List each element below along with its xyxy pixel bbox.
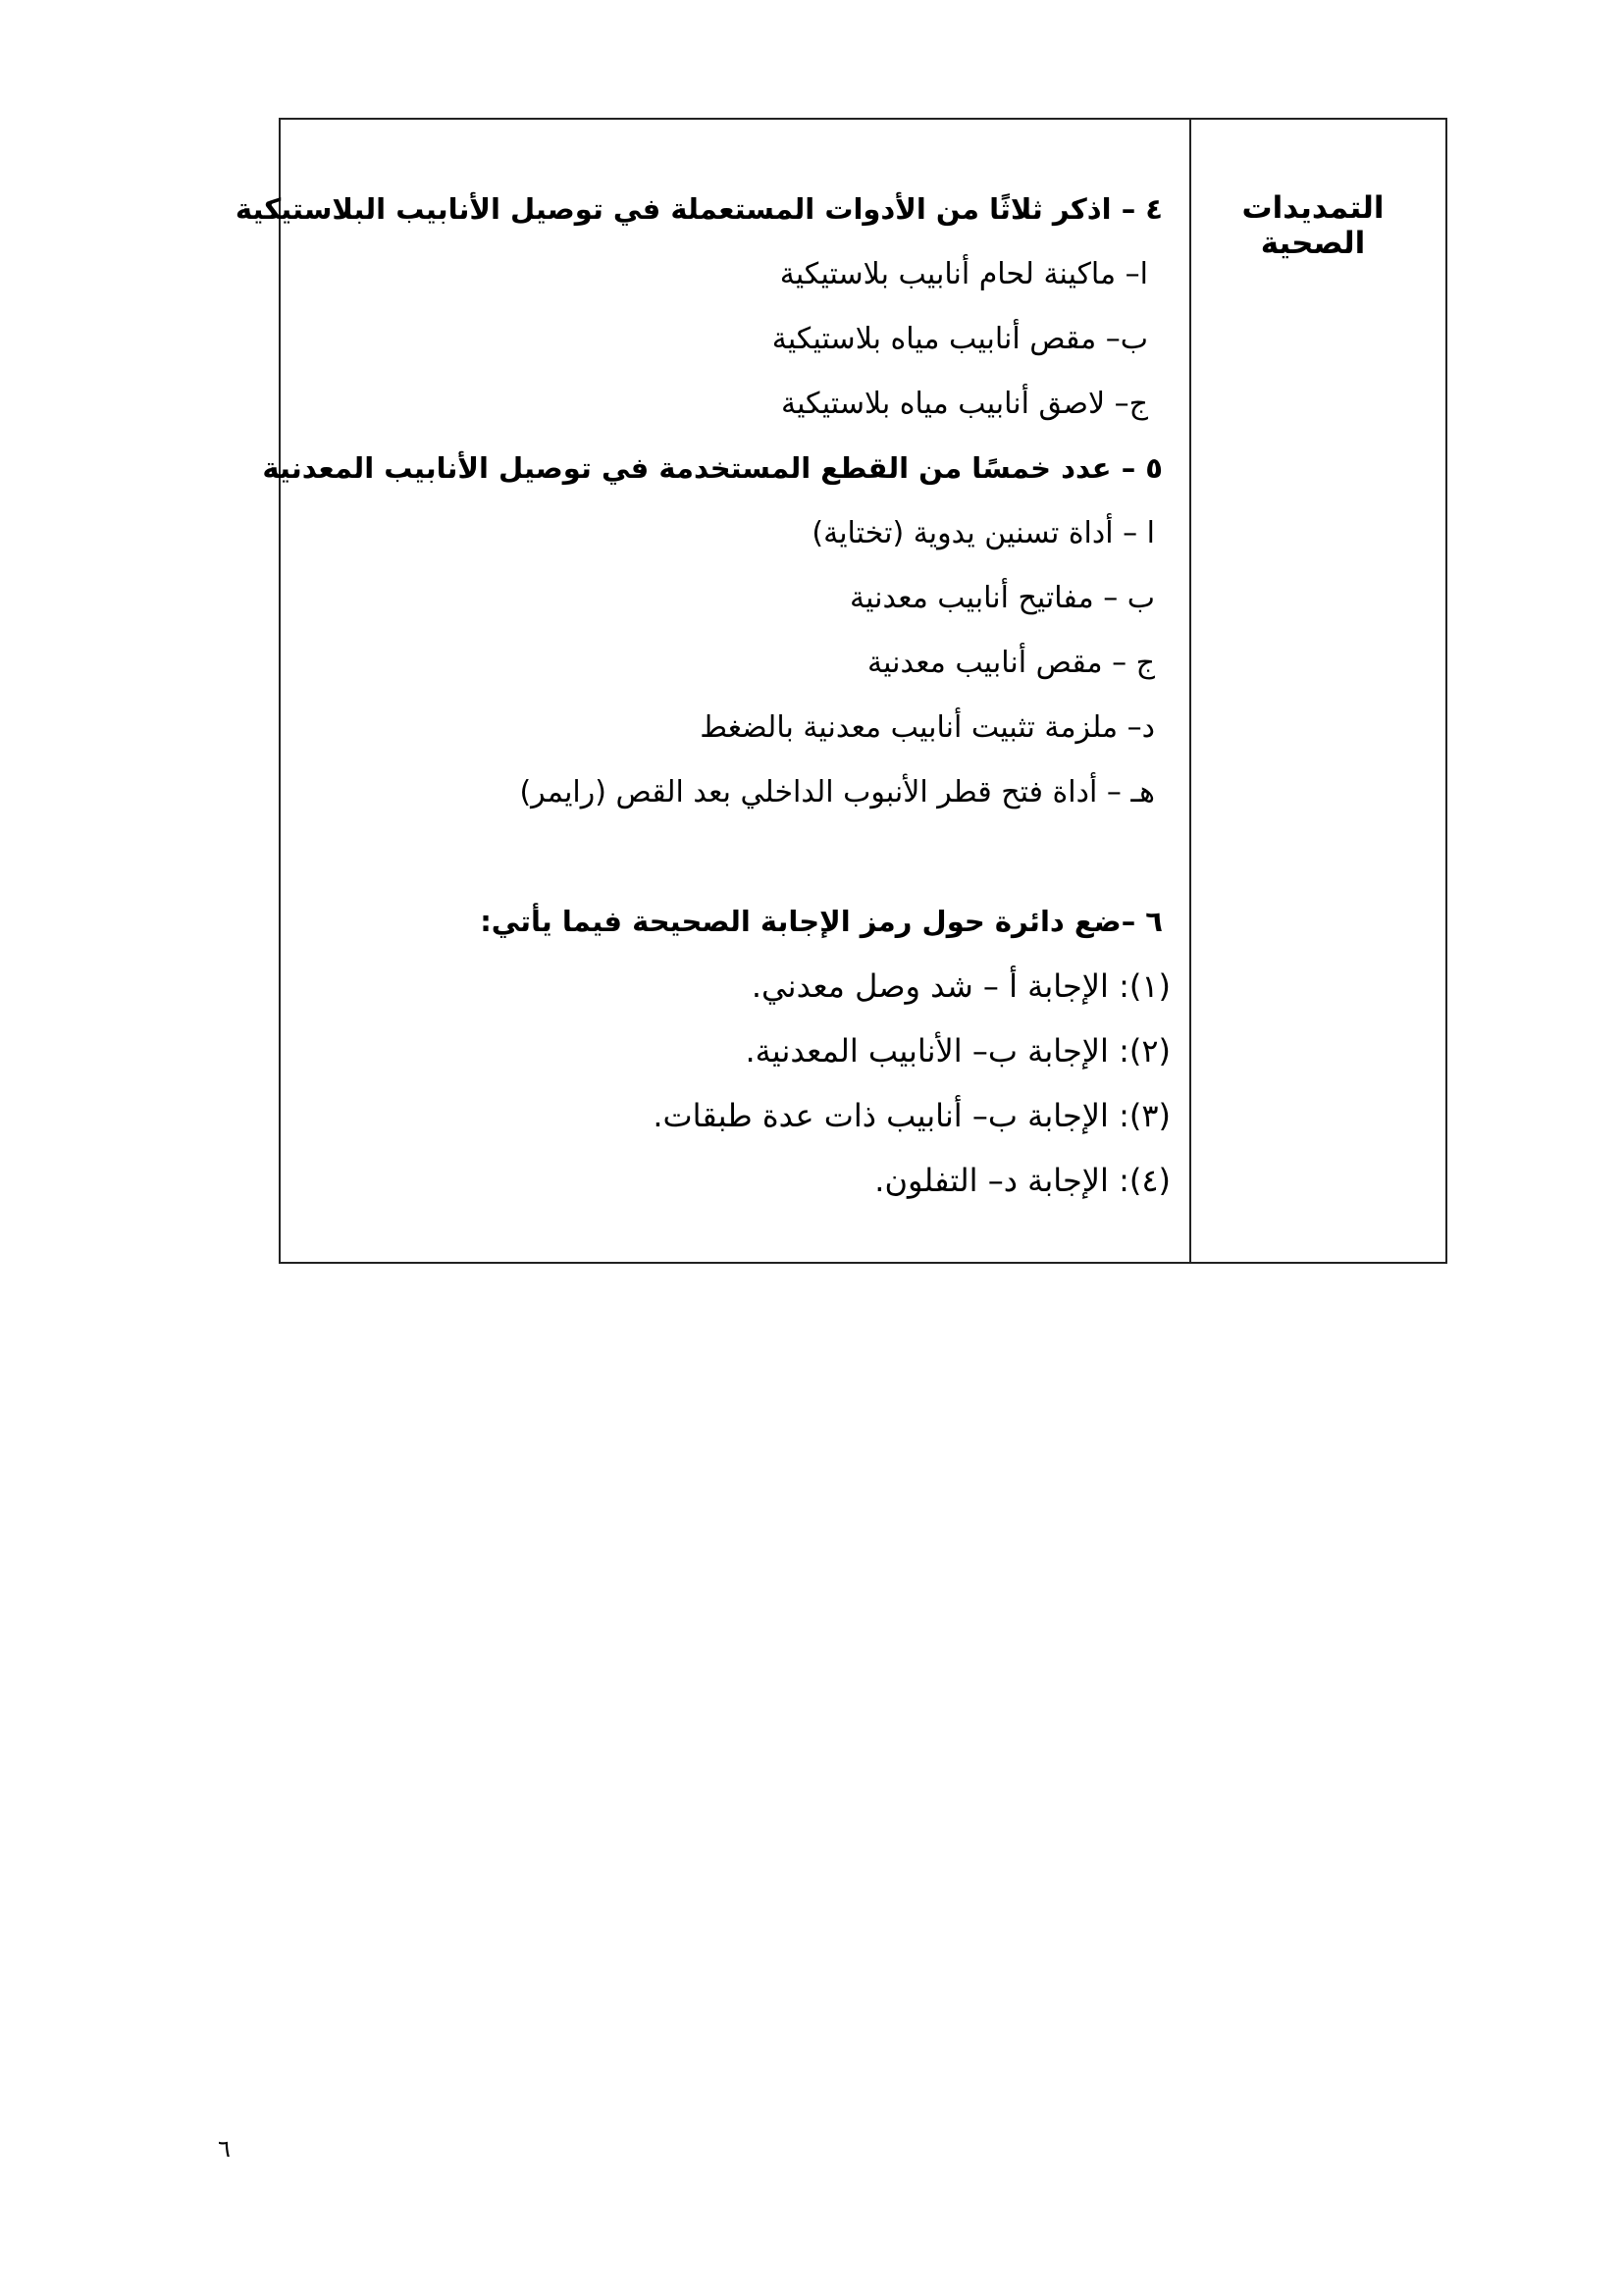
question-6: ٦ –ضع دائرة حول رمز الإجابة الصحيحة فيما يأتي: <box>480 905 1163 938</box>
topic-cell: التمديدات الصحية <box>1241 190 1385 261</box>
q6-answer-3: (٣): الإجابة ب– أنابيب ذات عدة طبقات. <box>653 1097 1171 1134</box>
q6-answer-1: (١): الإجابة أ – شد وصل معدني. <box>751 967 1171 1005</box>
q4-answer-b: ب– مقص أنابيب مياه بلاستيكية <box>771 322 1148 356</box>
q5-answer-d: د– ملزمة تثبيت أنابيب معدنية بالضغط <box>700 710 1155 745</box>
q6-answer-2: (٢): الإجابة ب– الأنابيب المعدنية. <box>745 1032 1171 1070</box>
q4-answer-c: ج– لاصق أنابيب مياه بلاستيكية <box>781 387 1148 421</box>
q5-answer-e: هـ – أداة فتح قطر الأنبوب الداخلي بعد القص (رايمر) <box>519 775 1155 809</box>
question-4: ٤ – اذكر ثلاثًا من الأدوات المستعملة في توصيل الأنابيب البلاستيكية <box>235 192 1163 226</box>
q5-answer-a: ا – أداة تسنين يدوية (تختاية) <box>812 516 1155 550</box>
q5-answer-c: ج – مقص أنابيب معدنية <box>867 646 1155 680</box>
q4-answer-a: ا– ماكينة لحام أنابيب بلاستيكية <box>779 257 1148 291</box>
question-5: ٥ – عدد خمسًا من القطع المستخدمة في توصيل الأنابيب المعدنية <box>262 451 1163 485</box>
q5-answer-b: ب – مفاتيح أنابيب معدنية <box>849 581 1155 615</box>
page-number: ٦ <box>218 2135 231 2163</box>
q6-answer-4: (٤): الإجابة د– التفلون. <box>874 1162 1171 1199</box>
column-divider <box>1189 118 1191 1264</box>
